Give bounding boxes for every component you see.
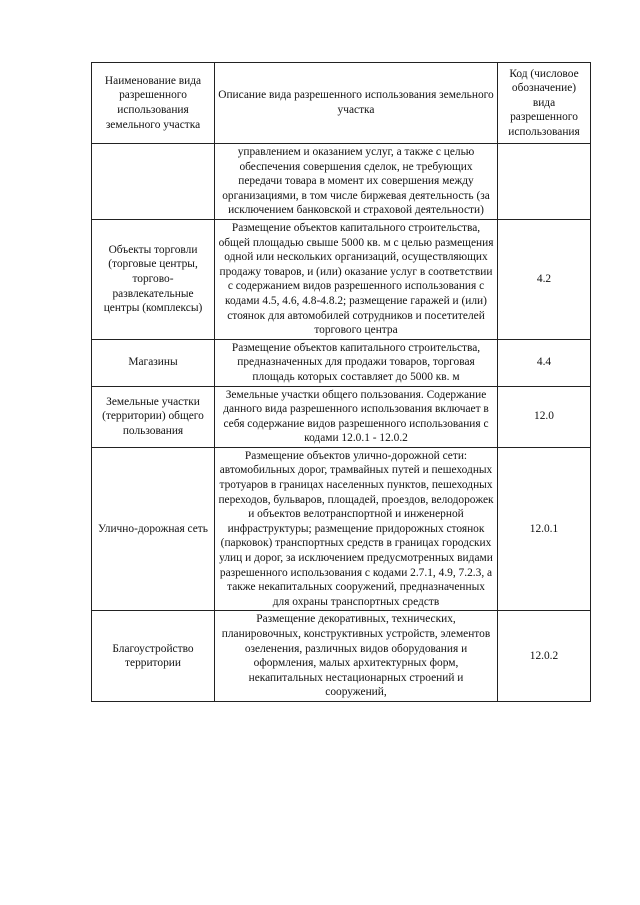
row-name: Земельные участки (территории) общего пользования <box>92 386 215 447</box>
table-row <box>92 386 591 447</box>
row-name: Улично-дорожная сеть <box>92 447 215 611</box>
row-description: Размещение объектов капитального строительства, общей площадью свыше 5000 кв. м с целью размещения одной или нескольких организаций, осуществляющих продажу товаров, и (или) оказание услуг в соответствии с содержанием видов разрешенного использования с кодами 4.5, 4.6, 4.8-4.8.2; размещение гаражей и (или) стоянок для автомобилей сотрудников и посетителей торгового центра <box>215 219 498 339</box>
row-name <box>92 144 215 220</box>
table-row <box>92 447 591 611</box>
table-row <box>92 144 591 220</box>
header-description: Описание вида разрешенного использования земельного участка <box>215 63 498 144</box>
row-name: Объекты торговли (торговые центры, торгово-развлекательные центры (комплексы) <box>92 219 215 339</box>
land-use-table <box>91 62 591 702</box>
row-description: Размещение объектов капитального строительства, предназначенных для продажи товаров, торговая площадь которых составляет до 5000 кв. м <box>215 339 498 386</box>
table-header-row <box>92 63 591 144</box>
table-row <box>92 219 591 339</box>
table-row <box>92 339 591 386</box>
row-code: 12.0 <box>498 386 591 447</box>
row-code: 12.0.2 <box>498 611 591 702</box>
row-description: Земельные участки общего пользования. Содержание данного вида разрешенного использования включает в себя содержание видов разрешенного использования с кодами 12.0.1 - 12.0.2 <box>215 386 498 447</box>
row-code: 4.4 <box>498 339 591 386</box>
header-name: Наименование вида разрешенного использования земельного участка <box>92 63 215 144</box>
row-code: 4.2 <box>498 219 591 339</box>
row-description: Размещение декоративных, технических, планировочных, конструктивных устройств, элементов озеленения, различных видов оборудования и оформления, малых архитектурных форм, некапитальных нестационарных строений и сооружений, <box>215 611 498 702</box>
header-code: Код (числовое обозначение) вида разрешенного использования <box>498 63 591 144</box>
table-row <box>92 611 591 702</box>
row-name: Магазины <box>92 339 215 386</box>
row-code <box>498 144 591 220</box>
row-name: Благоустройство территории <box>92 611 215 702</box>
row-description: Размещение объектов улично-дорожной сети: автомобильных дорог, трамвайных путей и пешеходных тротуаров в границах населенных пунктов, пешеходных переходов, бульваров, площадей, проездов, велодорожек и объектов велотранспортной и инженерной инфраструктуры; размещение придорожных стоянок (парковок) транспортных средств в границах городских улиц и дорог, за исключением предусмотренных видами разрешенного использования с кодами 2.7.1, 4.9, 7.2.3, а также некапитальных сооружений, предназначенных для охраны транспортных средств <box>215 447 498 611</box>
row-description: управлением и оказанием услуг, а также с целью обеспечения совершения сделок, не требующих передачи товара в момент их совершения между организациями, в том числе биржевая деятельность (за исключением банковской и страховой деятельности) <box>215 144 498 220</box>
row-code: 12.0.1 <box>498 447 591 611</box>
